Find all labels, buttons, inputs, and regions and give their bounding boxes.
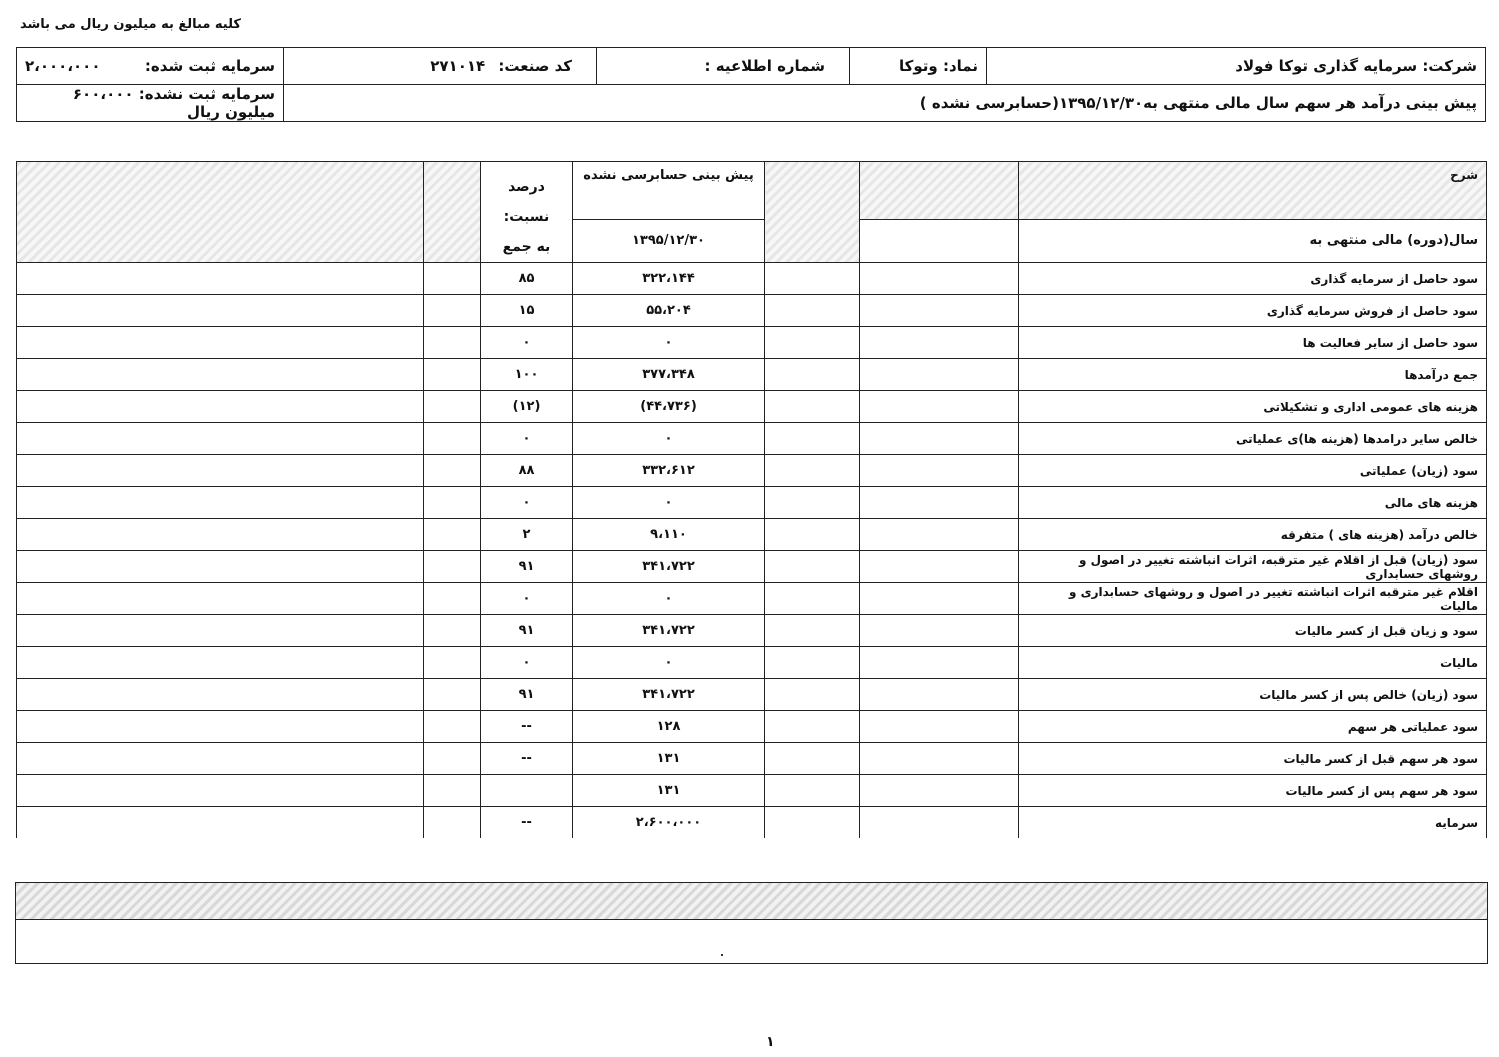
period-date-header: ۱۳۹۵/۱۲/۳۰ <box>573 219 765 262</box>
value-cell: ۰ <box>573 423 765 455</box>
blank-cell <box>17 583 424 615</box>
percent-header-line1: درصد نسبت: <box>503 179 550 225</box>
percent-cell: ۹۱ <box>481 551 573 583</box>
description-cell: هزینه های عمومی اداری و تشکیلاتی <box>1019 391 1487 423</box>
value-cell: ۳۴۱،۷۲۲ <box>573 615 765 647</box>
table-row <box>17 615 1487 647</box>
description-cell: سود (زیان) خالص پس از کسر مالیات <box>1019 679 1487 711</box>
blank-cell <box>17 647 424 679</box>
blank-cell <box>860 743 1019 775</box>
forecast-title-cell: پیش بینی درآمد هر سهم سال مالی منتهی به۱۳۹۵/۱۲/۳۰(حسابرسی نشده ) <box>284 85 1486 122</box>
forecast-header: پیش بینی حسابرسی نشده <box>573 162 765 220</box>
blank-cell <box>17 807 424 839</box>
blank-cell <box>860 583 1019 615</box>
table-row <box>17 807 1487 839</box>
blank-cell <box>860 359 1019 391</box>
table-row <box>17 775 1487 807</box>
percent-cell: -- <box>481 743 573 775</box>
percent-cell: ۸۸ <box>481 455 573 487</box>
table-row <box>17 391 1487 423</box>
blank-cell <box>860 327 1019 359</box>
value-cell: ۳۲۲،۱۴۴ <box>573 263 765 295</box>
desc-header: شرح <box>1019 162 1487 220</box>
value-cell: ۲،۶۰۰،۰۰۰ <box>573 807 765 839</box>
blank-cell <box>765 711 860 743</box>
blank-cell <box>765 583 860 615</box>
percent-cell: ۱۵ <box>481 295 573 327</box>
period-header: سال(دوره) مالی منتهی به <box>1019 219 1487 262</box>
table-row <box>17 455 1487 487</box>
percent-cell: ۸۵ <box>481 263 573 295</box>
blank-cell <box>424 391 481 423</box>
blank-cell <box>17 423 424 455</box>
blank-cell <box>860 519 1019 551</box>
blank-cell <box>765 423 860 455</box>
blank-cell <box>860 647 1019 679</box>
description-cell: سود و زیان قبل از کسر مالیات <box>1019 615 1487 647</box>
table-row <box>17 711 1487 743</box>
description-cell: سود حاصل از سایر فعالیت ها <box>1019 327 1487 359</box>
blank-cell <box>17 679 424 711</box>
percent-cell: ۲ <box>481 519 573 551</box>
page-number: ۱ <box>766 1034 775 1050</box>
value-cell: ۱۳۱ <box>573 743 765 775</box>
blank-cell <box>17 359 424 391</box>
blank-cell <box>860 775 1019 807</box>
table-row <box>17 647 1487 679</box>
blank-col-1 <box>17 162 424 263</box>
blank-cell <box>17 551 424 583</box>
percent-header <box>481 162 573 263</box>
blank-cell <box>424 583 481 615</box>
table-row <box>17 519 1487 551</box>
blank-cell <box>17 295 424 327</box>
blank-cell <box>424 647 481 679</box>
table-row <box>17 487 1487 519</box>
table-row <box>17 551 1487 583</box>
value-cell: ۰ <box>573 327 765 359</box>
blank-cell <box>765 295 860 327</box>
value-cell: ۱۳۱ <box>573 775 765 807</box>
blank-col-2 <box>424 162 481 263</box>
blank-cell <box>860 711 1019 743</box>
table-row <box>17 423 1487 455</box>
description-cell: مالیات <box>1019 647 1487 679</box>
blank-cell <box>424 743 481 775</box>
percent-cell: ۱۰۰ <box>481 359 573 391</box>
blank-cell <box>860 551 1019 583</box>
blank-cell <box>17 487 424 519</box>
blank-cell <box>765 679 860 711</box>
percent-cell: ۰ <box>481 647 573 679</box>
forecast-table <box>16 161 1487 838</box>
footer-band <box>16 883 1487 920</box>
table-row <box>17 743 1487 775</box>
notice-number-cell: شماره اطلاعیه : <box>597 48 850 85</box>
blank-cell <box>424 487 481 519</box>
value-cell: ۵۵،۲۰۴ <box>573 295 765 327</box>
blank-cell <box>765 743 860 775</box>
blank-cell <box>17 455 424 487</box>
description-cell: سود حاصل از سرمایه گذاری <box>1019 263 1487 295</box>
amounts-note: کلیه مبالغ به میلیون ریال می باشد <box>20 17 241 32</box>
blank-cell <box>860 807 1019 839</box>
description-cell: سرمایه <box>1019 807 1487 839</box>
symbol-cell: نماد: وتوکا <box>850 48 987 85</box>
description-cell: اقلام غیر مترقبه اثرات انباشته تغییر در اصول و روشهای حسابداری و مالیات <box>1019 583 1487 615</box>
table-row <box>17 679 1487 711</box>
table-row <box>17 295 1487 327</box>
blank-cell <box>860 391 1019 423</box>
industry-code-cell <box>284 48 597 85</box>
blank-cell <box>860 423 1019 455</box>
industry-code-label: کد صنعت: <box>498 57 572 75</box>
blank-cell <box>424 295 481 327</box>
blank-cell <box>860 455 1019 487</box>
percent-cell: ۹۱ <box>481 615 573 647</box>
value-cell: ۰ <box>573 647 765 679</box>
percent-header-line2: به جمع <box>502 239 551 255</box>
percent-cell: -- <box>481 711 573 743</box>
description-cell: جمع درآمدها <box>1019 359 1487 391</box>
percent-cell: -- <box>481 807 573 839</box>
blank-cell <box>17 711 424 743</box>
blank-cell <box>860 263 1019 295</box>
registered-capital-value: ۲،۰۰۰،۰۰۰ <box>25 57 101 75</box>
blank-cell <box>765 327 860 359</box>
blank-col-3 <box>765 162 860 263</box>
registered-capital-label: سرمایه ثبت شده: <box>144 57 275 75</box>
blank-cell <box>424 807 481 839</box>
blank-cell <box>765 807 860 839</box>
blank-cell <box>424 423 481 455</box>
blank-cell <box>424 679 481 711</box>
blank-cell <box>424 327 481 359</box>
description-cell: سود (زیان) عملیاتی <box>1019 455 1487 487</box>
percent-cell: ۰ <box>481 423 573 455</box>
blank-cell <box>424 455 481 487</box>
blank-cell <box>17 615 424 647</box>
blank-col-4 <box>860 162 1019 220</box>
percent-cell: ۹۱ <box>481 679 573 711</box>
blank-cell <box>765 263 860 295</box>
value-cell: ۳۴۱،۷۲۲ <box>573 679 765 711</box>
percent-cell: (۱۲) <box>481 391 573 423</box>
footer-box <box>15 882 1488 964</box>
unregistered-capital-cell: سرمایه ثبت نشده: ۶۰۰،۰۰۰ میلیون ریال <box>17 85 284 122</box>
description-cell: هزینه های مالی <box>1019 487 1487 519</box>
description-cell: سود حاصل از فروش سرمایه گذاری <box>1019 295 1487 327</box>
blank-cell <box>17 263 424 295</box>
blank-cell <box>765 359 860 391</box>
blank-cell <box>17 743 424 775</box>
blank-cell <box>424 263 481 295</box>
table-row <box>17 359 1487 391</box>
blank-cell <box>860 295 1019 327</box>
industry-code-value: ۲۷۱۰۱۴ <box>430 57 486 75</box>
blank-cell <box>17 775 424 807</box>
value-cell: ۳۳۲،۶۱۲ <box>573 455 765 487</box>
value-cell: ۹،۱۱۰ <box>573 519 765 551</box>
blank-cell <box>424 359 481 391</box>
blank-cell <box>765 615 860 647</box>
description-cell: خالص سایر درامدها (هزینه ها)ی عملیاتی <box>1019 423 1487 455</box>
blank-col-4-b <box>860 219 1019 262</box>
table-row <box>17 263 1487 295</box>
blank-cell <box>765 487 860 519</box>
blank-cell <box>765 519 860 551</box>
speck <box>721 954 723 956</box>
value-cell: ۰ <box>573 487 765 519</box>
description-cell: سود عملیاتی هر سهم <box>1019 711 1487 743</box>
percent-cell: ۰ <box>481 327 573 359</box>
description-cell: سود هر سهم پس از کسر مالیات <box>1019 775 1487 807</box>
value-cell: (۴۴،۷۳۶) <box>573 391 765 423</box>
description-cell: سود (زیان) قبل از اقلام غیر مترقبه، اثرات انباشته تغییر در اصول و روشهای حسابداری <box>1019 551 1487 583</box>
blank-cell <box>424 711 481 743</box>
blank-cell <box>424 519 481 551</box>
blank-cell <box>17 327 424 359</box>
percent-cell: ۰ <box>481 487 573 519</box>
table-row <box>17 583 1487 615</box>
blank-cell <box>765 647 860 679</box>
company-cell: شرکت: سرمایه گذاری توکا فولاد <box>987 48 1486 85</box>
value-cell: ۱۲۸ <box>573 711 765 743</box>
blank-cell <box>17 391 424 423</box>
percent-cell <box>481 775 573 807</box>
blank-cell <box>424 775 481 807</box>
blank-cell <box>765 551 860 583</box>
blank-cell <box>765 775 860 807</box>
blank-cell <box>424 615 481 647</box>
blank-cell <box>765 391 860 423</box>
description-cell: خالص درآمد (هزینه های ) متفرقه <box>1019 519 1487 551</box>
blank-cell <box>860 679 1019 711</box>
percent-cell: ۰ <box>481 583 573 615</box>
description-cell: سود هر سهم قبل از کسر مالیات <box>1019 743 1487 775</box>
value-cell: ۰ <box>573 583 765 615</box>
blank-cell <box>765 455 860 487</box>
table-row <box>17 327 1487 359</box>
value-cell: ۳۷۷،۳۴۸ <box>573 359 765 391</box>
registered-capital-cell <box>17 48 284 85</box>
blank-cell <box>860 615 1019 647</box>
value-cell: ۳۴۱،۷۲۲ <box>573 551 765 583</box>
header-table <box>16 47 1486 122</box>
blank-cell <box>860 487 1019 519</box>
blank-cell <box>17 519 424 551</box>
blank-cell <box>424 551 481 583</box>
